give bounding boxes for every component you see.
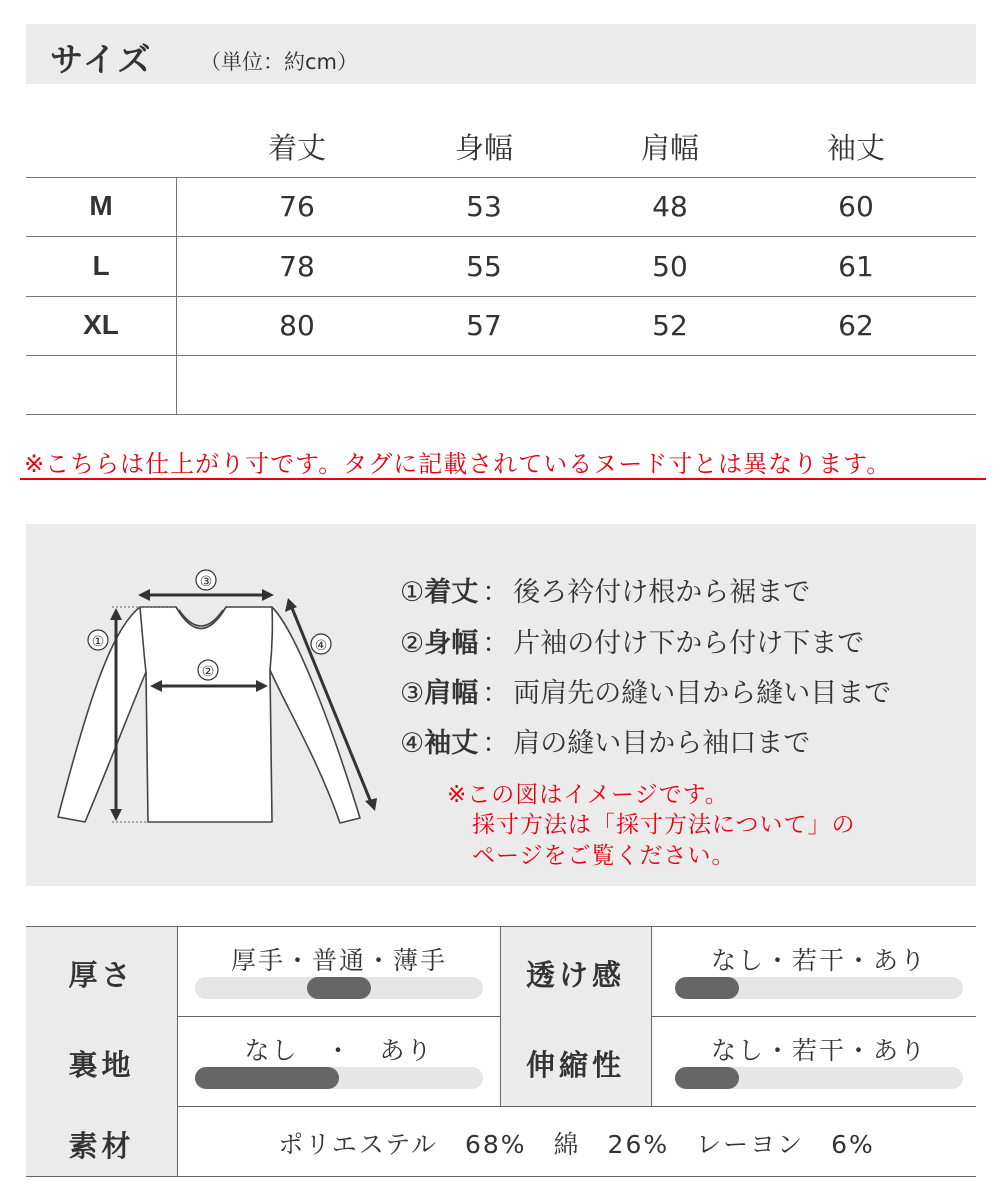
table-cell: 48 [652,190,688,223]
image-note-line: ※この図はイメージです。 [447,782,729,808]
thickness-scale [195,977,483,999]
table-divider [26,236,976,237]
row-size-label: M [89,190,113,221]
legend-separator: ： [482,577,510,608]
legend-label: 身幅 [424,628,479,659]
legend-num: ③ [400,678,425,709]
material-label: 素材 [68,1129,135,1163]
transparency-scale [675,977,963,999]
note-underline [20,478,986,480]
column-header-shoulder-width: 肩幅 [640,131,699,165]
finished-size-note: ※こちらは仕上がり寸です。タグに記載されているヌード寸とは異なります。 [24,450,892,478]
image-note-line: 採寸方法は「採寸方法について」の [472,812,856,838]
column-header-length: 着丈 [267,131,326,165]
size-unit: （単位：約cm） [200,50,359,74]
stretch-options: なし・若干・あり [710,1036,927,1065]
attr-divider [26,1176,976,1177]
legend-separator: ： [482,678,510,709]
table-cell: 80 [279,309,315,342]
arrow-shoulder-width [138,589,274,601]
transparency-options: なし・若干・あり [710,946,927,975]
size-title: サイズ [50,40,153,79]
legend-label: 肩幅 [424,678,479,709]
table-cell: 52 [652,309,688,342]
legend-label: 袖丈 [424,728,479,759]
stretch-scale [675,1067,963,1089]
row-size-label: L [92,250,110,281]
lining-scale [195,1067,483,1089]
image-note-line: ページをご覧ください。 [472,843,736,869]
legend-shoulder-width [400,671,891,710]
table-cell: 53 [466,190,502,223]
garment-diagram [40,560,400,860]
marker-1: ① [91,634,105,650]
legend-desc: 後ろ衿付け根から裾まで [513,577,811,608]
thickness-label: 厚さ [68,958,135,992]
table-cell: 60 [838,190,874,223]
size-section-header [26,24,976,84]
lining-label: 裏地 [68,1048,135,1082]
table-cell: 57 [466,309,502,342]
legend-desc: 肩の縫い目から袖口まで [513,728,811,759]
table-cell: 61 [838,250,874,283]
legend-separator: ： [482,628,510,659]
table-divider [26,414,976,415]
legend-desc: 両肩先の縫い目から縫い目まで [513,678,892,709]
legend-sleeve-length [400,721,810,760]
legend-separator: ： [482,728,510,759]
transparency-label: 透け感 [525,958,625,992]
legend-body-width [400,621,864,660]
stretch-label: 伸縮性 [525,1048,625,1082]
table-column-divider [176,177,177,415]
lining-level [195,1067,339,1089]
legend-label: 着丈 [424,577,479,608]
table-cell: 62 [838,309,874,342]
legend-length [400,570,810,609]
transparency-level [675,977,739,999]
table-divider [26,296,976,297]
table-cell: 78 [279,250,315,283]
marker-2: ② [201,664,215,680]
legend-desc: 片袖の付け下から付け下まで [513,628,865,659]
legend-num: ① [400,577,425,608]
table-cell: 50 [652,250,688,283]
thickness-options: 厚手・普通・薄手 [230,946,447,975]
column-header-sleeve-length: 袖丈 [826,131,885,165]
material-composition: ポリエステル 68% 綿 26% レーヨン 6% [278,1130,875,1159]
table-divider [26,355,976,356]
thickness-level [307,977,371,999]
table-cell: 55 [466,250,502,283]
lining-options: なし ・ あり [244,1036,434,1065]
attr-column-divider [651,927,652,1106]
stretch-level [675,1067,739,1089]
column-header-body-width: 身幅 [454,131,513,165]
row-size-label: XL [83,309,119,340]
table-cell: 76 [279,190,315,223]
legend-num: ④ [400,728,425,759]
table-divider [26,177,976,178]
legend-num: ② [400,628,425,659]
marker-3: ③ [199,574,213,590]
marker-4: ④ [314,638,328,654]
